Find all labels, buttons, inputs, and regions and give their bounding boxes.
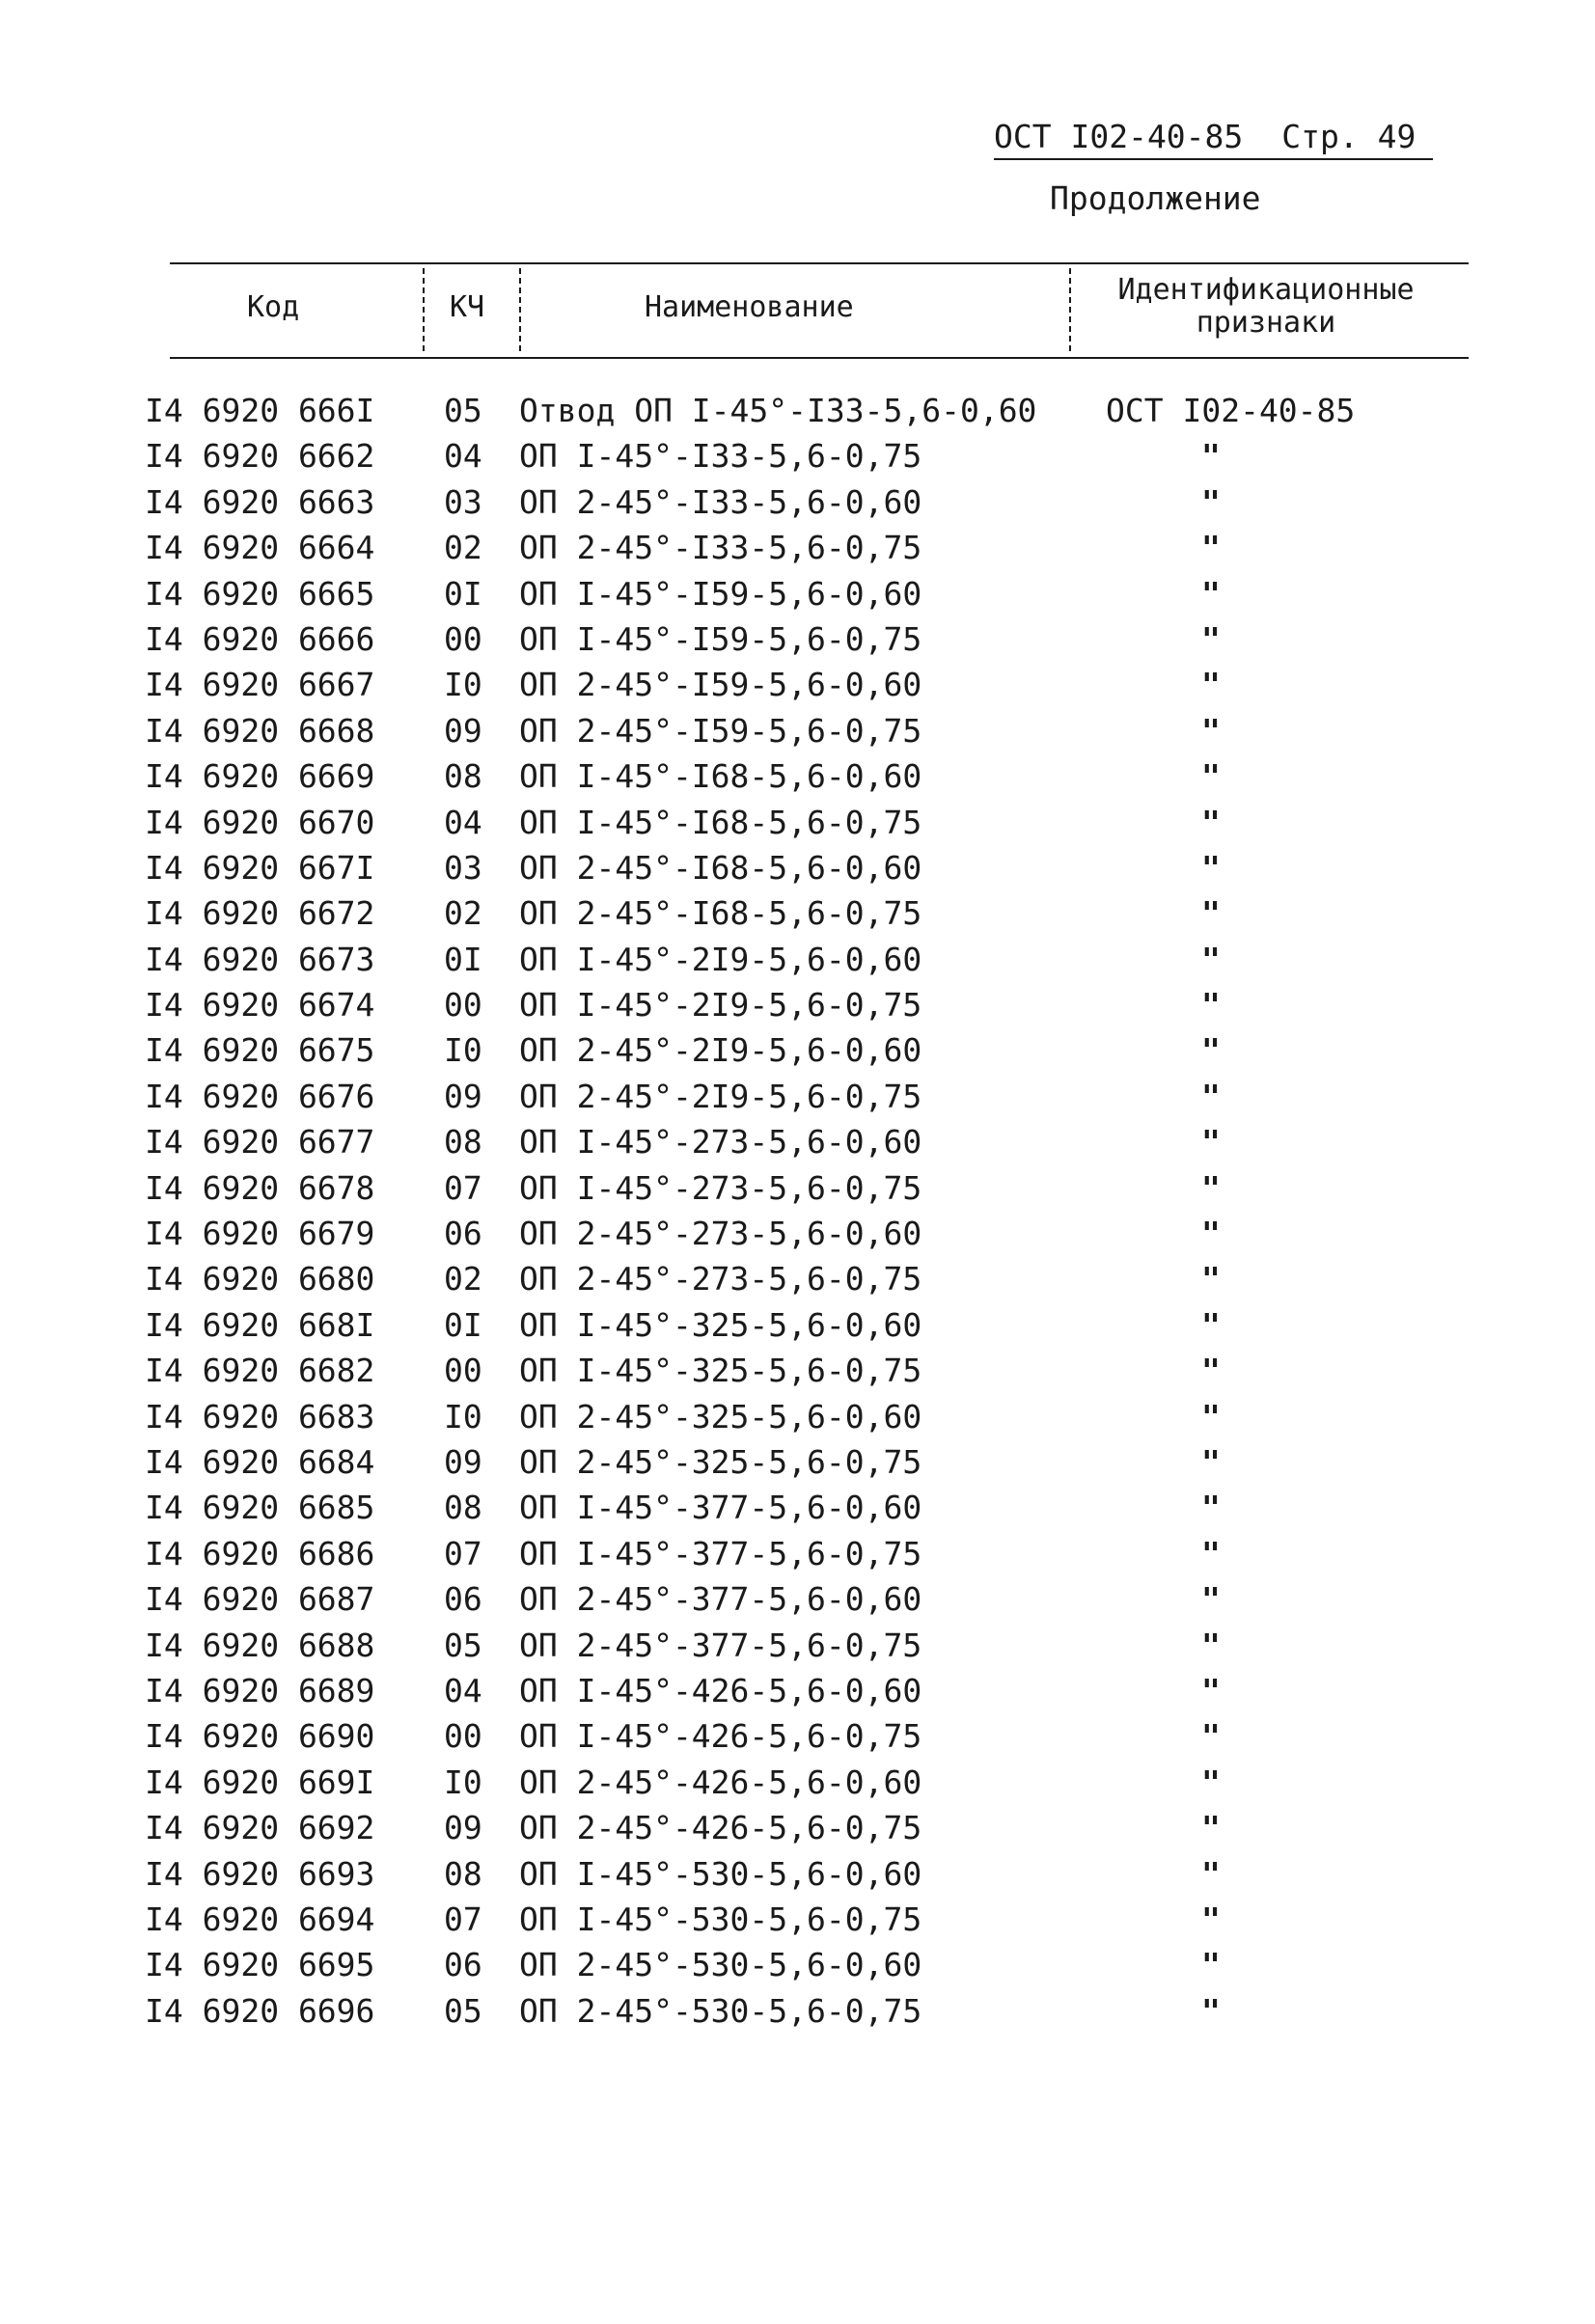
cell-kch: I0: [444, 1763, 482, 1801]
cell-kch: 08: [444, 1854, 482, 1893]
cell-ditto: ": [1201, 1077, 1221, 1115]
table-row: [145, 1074, 1467, 1119]
cell-code: I4 6920 6676: [145, 1077, 375, 1115]
cell-kch: 09: [444, 711, 482, 750]
table-row: [145, 1256, 1467, 1301]
table-row: [145, 708, 1467, 753]
cell-name: ОП 2-45°-I59-5,6-0,60: [519, 666, 922, 704]
table-row: [145, 982, 1467, 1027]
cell-name: ОП I-45°-I33-5,6-0,75: [519, 437, 922, 476]
table-row: [145, 1027, 1467, 1073]
cell-ditto: ": [1201, 1991, 1221, 2030]
cell-name: ОП I-45°-377-5,6-0,60: [519, 1489, 922, 1527]
column-separator-kch-name: [519, 268, 521, 351]
cell-code: I4 6920 6693: [145, 1854, 375, 1893]
cell-name: ОП 2-45°-426-5,6-0,75: [519, 1809, 922, 1847]
cell-name: ОП 2-45°-I33-5,6-0,75: [519, 529, 922, 567]
cell-code: I4 6920 668I: [145, 1305, 375, 1344]
cell-ditto: ": [1201, 1305, 1221, 1344]
cell-name: ОП I-45°-I68-5,6-0,75: [519, 803, 922, 841]
cell-name: ОП 2-45°-325-5,6-0,75: [519, 1442, 922, 1481]
cell-name: ОП I-45°-273-5,6-0,75: [519, 1168, 922, 1207]
cell-ditto: ": [1201, 986, 1221, 1025]
cell-name: ОП 2-45°-I68-5,6-0,60: [519, 848, 922, 887]
table-row: [145, 937, 1467, 982]
cell-name: ОП 2-45°-530-5,6-0,60: [519, 1946, 922, 1984]
table-row: [145, 1119, 1467, 1164]
cell-code: I4 6920 6668: [145, 711, 375, 750]
cell-name: ОП 2-45°-377-5,6-0,75: [519, 1626, 922, 1664]
cell-ditto: ": [1201, 482, 1221, 521]
table-row: [145, 1211, 1467, 1256]
cell-name: ОП 2-45°-530-5,6-0,75: [519, 1991, 922, 2030]
cell-kch: 05: [444, 1991, 482, 2030]
table-row: [145, 1165, 1467, 1211]
cell-name: ОП I-45°-273-5,6-0,60: [519, 1123, 922, 1162]
cell-kch: 04: [444, 437, 482, 476]
column-header-code: Код: [247, 290, 300, 324]
cell-ditto: ": [1201, 711, 1221, 750]
cell-code: I4 6920 6684: [145, 1442, 375, 1481]
cell-name: ОП 2-45°-325-5,6-0,60: [519, 1397, 922, 1435]
cell-kch: 08: [444, 1123, 482, 1162]
cell-code: I4 6920 6690: [145, 1717, 375, 1756]
cell-ditto: ": [1201, 666, 1221, 704]
column-header-ident: Идентификационные признаки: [1117, 273, 1415, 340]
cell-ditto: ": [1201, 529, 1221, 567]
cell-kch: 0I: [444, 574, 482, 613]
table-top-rule: [170, 262, 1469, 264]
cell-code: I4 6920 6675: [145, 1031, 375, 1070]
cell-name: ОП I-45°-377-5,6-0,75: [519, 1534, 922, 1572]
cell-ditto: ": [1201, 1442, 1221, 1481]
cell-kch: 07: [444, 1168, 482, 1207]
table-row: [145, 525, 1467, 570]
table-row: [145, 1348, 1467, 1393]
cell-ditto: ": [1201, 803, 1221, 841]
cell-code: I4 6920 6695: [145, 1946, 375, 1984]
cell-ditto: ": [1201, 1809, 1221, 1847]
cell-kch: 05: [444, 1626, 482, 1664]
table-row: [145, 890, 1467, 936]
cell-code: I4 6920 6669: [145, 757, 375, 796]
cell-code: I4 6920 6686: [145, 1534, 375, 1572]
table-row: [145, 845, 1467, 890]
table-row: [145, 1897, 1467, 1942]
standard-number: ОСТ I02-40-85: [994, 118, 1244, 155]
cell-kch: I0: [444, 1397, 482, 1435]
cell-name: ОП I-45°-I59-5,6-0,60: [519, 574, 922, 613]
table-row: [145, 1394, 1467, 1439]
cell-ditto: ": [1201, 894, 1221, 933]
table-row: [145, 1531, 1467, 1576]
column-separator-name-ident: [1069, 268, 1071, 351]
cell-name: ОП I-45°-2I9-5,6-0,60: [519, 940, 922, 978]
cell-kch: 09: [444, 1442, 482, 1481]
cell-name: ОП 2-45°-377-5,6-0,60: [519, 1580, 922, 1619]
column-header-name: Наименование: [645, 290, 854, 324]
cell-kch: 09: [444, 1809, 482, 1847]
cell-ditto: ": [1201, 1946, 1221, 1984]
cell-kch: 0I: [444, 940, 482, 978]
table-row: [145, 1668, 1467, 1713]
cell-code: I4 6920 6685: [145, 1489, 375, 1527]
cell-ditto: ": [1201, 1168, 1221, 1207]
cell-ditto: ": [1201, 1352, 1221, 1390]
page-number: Стр. 49: [1281, 118, 1416, 155]
cell-ditto: ": [1201, 1215, 1221, 1253]
cell-kch: 00: [444, 1717, 482, 1756]
cell-name: ОП 2-45°-273-5,6-0,75: [519, 1260, 922, 1299]
table-row: [145, 1576, 1467, 1622]
cell-ditto: ": [1201, 619, 1221, 658]
table-row: [145, 1713, 1467, 1759]
cell-ditto: ": [1201, 1580, 1221, 1619]
table-row: [145, 753, 1467, 799]
cell-code: I4 6920 6678: [145, 1168, 375, 1207]
cell-kch: 00: [444, 986, 482, 1025]
table-row: [145, 571, 1467, 616]
cell-code: I4 6920 667I: [145, 848, 375, 887]
cell-name: ОП I-45°-325-5,6-0,60: [519, 1305, 922, 1344]
cell-ditto: ": [1201, 437, 1221, 476]
cell-ditto: ": [1201, 1534, 1221, 1572]
table-row: [145, 1988, 1467, 2034]
table-row: [145, 1942, 1467, 1987]
cell-kch: 07: [444, 1900, 482, 1938]
cell-name: ОП 2-45°-I59-5,6-0,75: [519, 711, 922, 750]
cell-name: ОП 2-45°-I68-5,6-0,75: [519, 894, 922, 933]
cell-code: I4 6920 6680: [145, 1260, 375, 1299]
cell-code: I4 6920 6682: [145, 1352, 375, 1390]
cell-ditto: ": [1201, 1123, 1221, 1162]
cell-kch: 04: [444, 803, 482, 841]
cell-ditto: ": [1201, 848, 1221, 887]
cell-code: I4 6920 6687: [145, 1580, 375, 1619]
cell-kch: 0I: [444, 1305, 482, 1344]
cell-kch: 06: [444, 1580, 482, 1619]
cell-ditto: ": [1201, 1489, 1221, 1527]
cell-name: ОП I-45°-426-5,6-0,60: [519, 1671, 922, 1709]
cell-name: ОП I-45°-426-5,6-0,75: [519, 1717, 922, 1756]
cell-name: ОП 2-45°-426-5,6-0,60: [519, 1763, 922, 1801]
table-row: [145, 1760, 1467, 1805]
cell-ditto: ": [1201, 1031, 1221, 1070]
cell-name: ОП 2-45°-I33-5,6-0,60: [519, 482, 922, 521]
cell-kch: 06: [444, 1215, 482, 1253]
cell-code: I4 6920 6689: [145, 1671, 375, 1709]
cell-ditto: ": [1201, 1900, 1221, 1938]
cell-code: I4 6920 6672: [145, 894, 375, 933]
cell-name: ОП I-45°-530-5,6-0,60: [519, 1854, 922, 1893]
cell-kch: 02: [444, 1260, 482, 1299]
cell-kch: 08: [444, 757, 482, 796]
cell-kch: 08: [444, 1489, 482, 1527]
cell-code: I4 6920 6677: [145, 1123, 375, 1162]
cell-kch: 02: [444, 529, 482, 567]
cell-code: I4 6920 6673: [145, 940, 375, 978]
continuation-label: Продолжение: [1050, 179, 1261, 217]
cell-name: ОП I-45°-I59-5,6-0,75: [519, 619, 922, 658]
cell-ditto: ": [1201, 757, 1221, 796]
cell-kch: 07: [444, 1534, 482, 1572]
cell-name: ОП I-45°-I68-5,6-0,60: [519, 757, 922, 796]
cell-kch: 06: [444, 1946, 482, 1984]
cell-name: ОП I-45°-325-5,6-0,75: [519, 1352, 922, 1390]
table-row: [145, 388, 1467, 433]
cell-name: ОП 2-45°-2I9-5,6-0,60: [519, 1031, 922, 1070]
cell-code: I4 6920 666I: [145, 392, 375, 429]
cell-name: ОП I-45°-2I9-5,6-0,75: [519, 986, 922, 1025]
cell-code: I4 6920 6667: [145, 666, 375, 704]
cell-kch: 00: [444, 1352, 482, 1390]
cell-name: Отвод ОП I-45°-I33-5,6-0,60: [519, 392, 1037, 429]
table-row: [145, 1851, 1467, 1897]
cell-ditto: ": [1201, 1671, 1221, 1709]
cell-code: I4 6920 6683: [145, 1397, 375, 1435]
cell-kch: 00: [444, 619, 482, 658]
table-row: [145, 1439, 1467, 1485]
cell-kch: 09: [444, 1077, 482, 1115]
cell-ident: ОСТ I02-40-85: [1106, 392, 1356, 429]
cell-ditto: ": [1201, 574, 1221, 613]
cell-code: I4 6920 6662: [145, 437, 375, 476]
cell-code: I4 6920 6664: [145, 529, 375, 567]
cell-name: ОП I-45°-530-5,6-0,75: [519, 1900, 922, 1938]
table-row: [145, 433, 1467, 478]
table-row: [145, 616, 1467, 662]
cell-code: I4 6920 6688: [145, 1626, 375, 1664]
column-header-kch: КЧ: [450, 290, 485, 324]
cell-kch: 03: [444, 848, 482, 887]
cell-kch: 05: [444, 392, 482, 429]
cell-code: I4 6920 6665: [145, 574, 375, 613]
table-body: [145, 388, 1467, 2034]
cell-code: I4 6920 6666: [145, 619, 375, 658]
cell-ditto: ": [1201, 1763, 1221, 1801]
table-header-bottom-rule: [170, 357, 1469, 359]
cell-code: I4 6920 6674: [145, 986, 375, 1025]
cell-kch: 03: [444, 482, 482, 521]
cell-kch: I0: [444, 666, 482, 704]
table-row: [145, 1623, 1467, 1668]
cell-code: I4 6920 6694: [145, 1900, 375, 1938]
cell-code: I4 6920 669I: [145, 1763, 375, 1801]
table-row: [145, 662, 1467, 707]
cell-name: ОП 2-45°-273-5,6-0,60: [519, 1215, 922, 1253]
cell-code: I4 6920 6696: [145, 1991, 375, 2030]
cell-ditto: ": [1201, 940, 1221, 978]
column-separator-code-kch: [423, 268, 425, 351]
table-row: [145, 1302, 1467, 1348]
cell-kch: 02: [444, 894, 482, 933]
cell-code: I4 6920 6679: [145, 1215, 375, 1253]
cell-ditto: ": [1201, 1626, 1221, 1664]
document-header: [994, 118, 1433, 160]
table-row: [145, 1805, 1467, 1850]
cell-ditto: ": [1201, 1854, 1221, 1893]
cell-ditto: ": [1201, 1717, 1221, 1756]
cell-code: I4 6920 6670: [145, 803, 375, 841]
cell-name: ОП 2-45°-2I9-5,6-0,75: [519, 1077, 922, 1115]
table-row: [145, 1485, 1467, 1530]
cell-kch: 04: [444, 1671, 482, 1709]
cell-ditto: ": [1201, 1260, 1221, 1299]
cell-kch: I0: [444, 1031, 482, 1070]
cell-code: I4 6920 6663: [145, 482, 375, 521]
cell-code: I4 6920 6692: [145, 1809, 375, 1847]
table-row: [145, 800, 1467, 845]
table-row: [145, 479, 1467, 525]
cell-ditto: ": [1201, 1397, 1221, 1435]
